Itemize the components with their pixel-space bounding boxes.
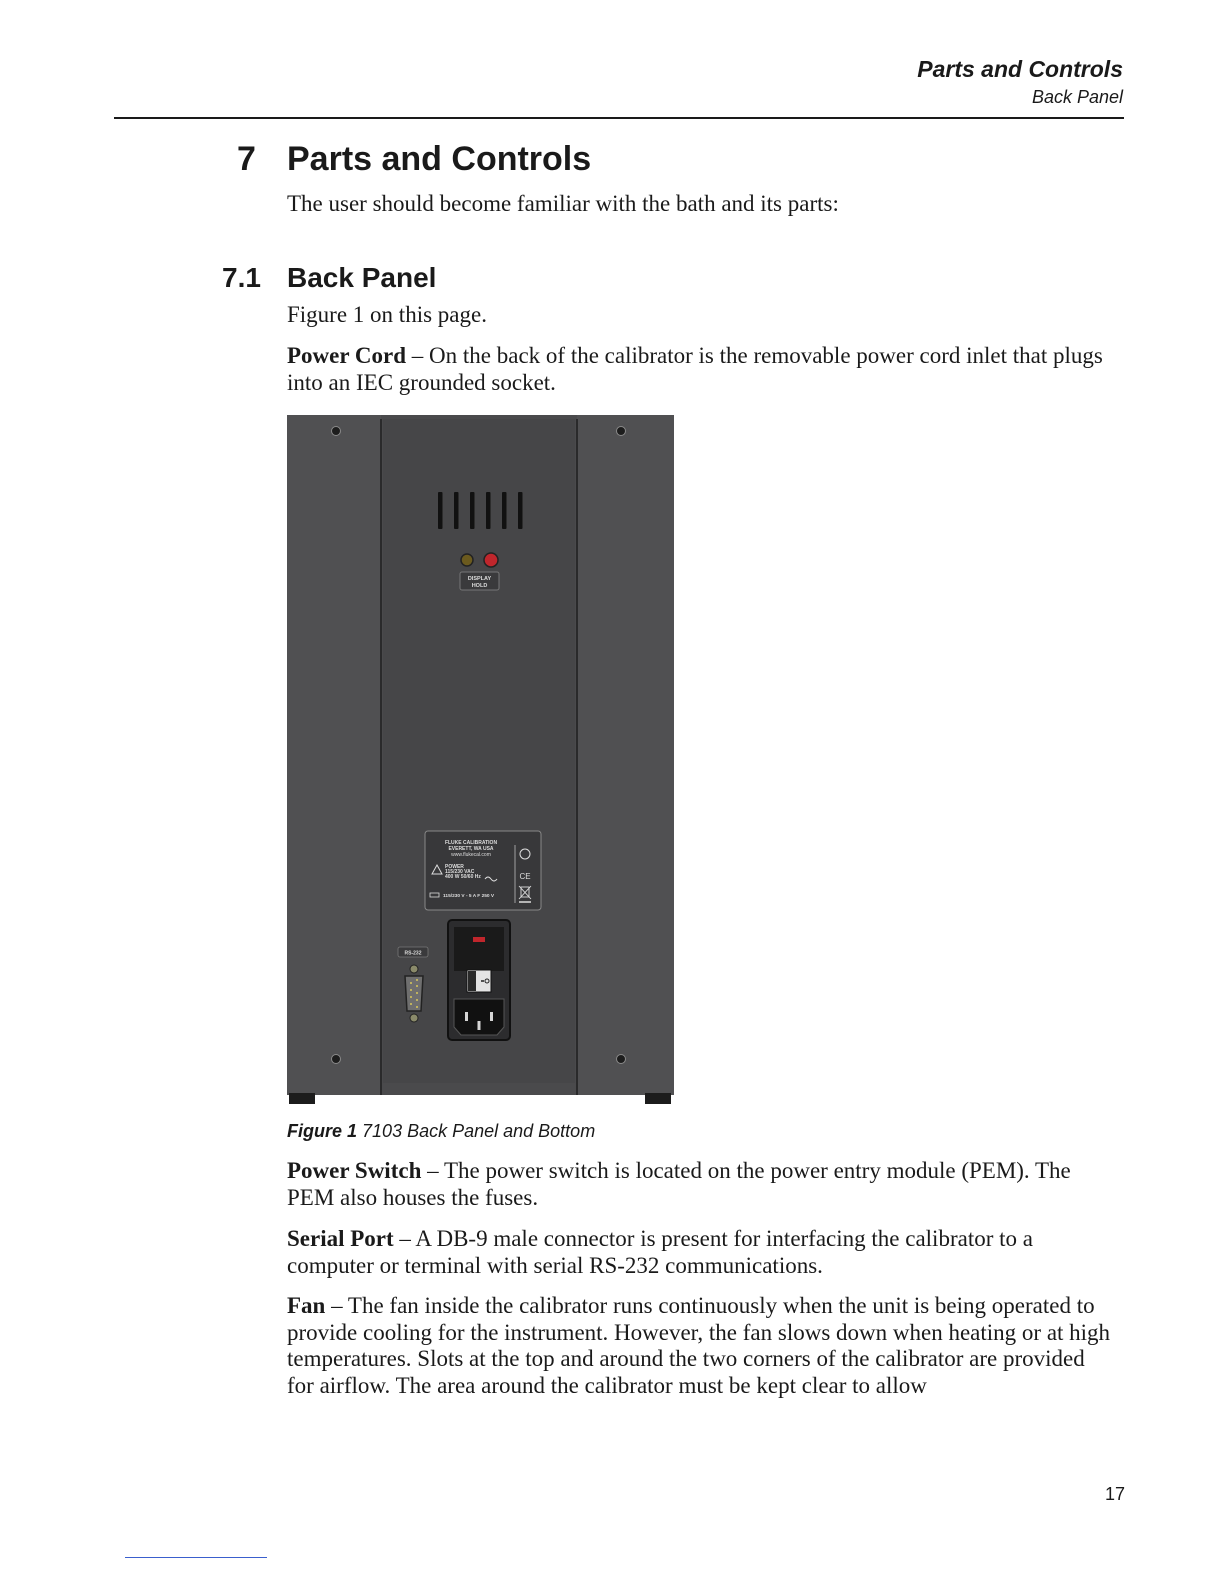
foot-right <box>645 1093 671 1104</box>
description: – The fan inside the calibrator runs continuously when the unit is being operated to provide cooling for the instrument. However, the fan slows down when heating or at high temperatures. Slots at the top and around the two corners of the calibrator are provided for airflow. The area around the calibrator must be kept clear to allow <box>287 1293 1111 1398</box>
figure-label: Figure 1 <box>287 1121 358 1141</box>
term: Serial Port <box>287 1226 394 1251</box>
page-number: 17 <box>1104 1484 1125 1504</box>
serial-screw-top <box>410 965 418 973</box>
figure-back-panel <box>287 413 675 1112</box>
panel-left-rail <box>287 415 381 1095</box>
running-header-section: Back Panel <box>1031 87 1123 107</box>
terminal-red <box>484 553 498 567</box>
display-hold-line1: DISPLAY <box>467 576 492 582</box>
serial-port-paragraph <box>287 1226 1117 1279</box>
term: Power Cord <box>287 343 407 368</box>
figure-caption-text: 7103 Back Panel and Bottom <box>362 1121 596 1141</box>
description: – On the back of the calibrator is the removable power cord inlet that plugs into an IEC grounded socket. <box>287 343 1103 395</box>
foot-left <box>289 1093 315 1104</box>
power-line1: POWER <box>445 864 464 870</box>
figure-caption <box>287 1121 595 1142</box>
rs232-label: RS-232 <box>404 950 422 957</box>
db9-connector <box>405 976 423 1011</box>
terminal-black <box>461 554 473 566</box>
power-line3: 400 W 50/60 Hz <box>445 874 481 880</box>
description: – The power switch is located on the power entry module (PEM). The PEM also houses the fuses. <box>287 1158 1071 1210</box>
power-cord-paragraph <box>287 343 1117 396</box>
label-line2: EVERETT, WA USA <box>448 846 494 852</box>
term: Fan <box>287 1293 326 1318</box>
header-rule <box>114 117 1124 119</box>
serial-screw-bottom <box>410 1014 418 1022</box>
panel-right-rail <box>577 415 674 1095</box>
chapter-title: Parts and Controls <box>287 140 592 178</box>
power-switch-paragraph <box>287 1158 1117 1211</box>
label-line1: FLUKE CALIBRATION <box>444 840 498 846</box>
label-line3: www.flukecal.com <box>451 852 491 858</box>
section-number: 7.1 <box>222 262 261 293</box>
fan-paragraph <box>287 1293 1117 1399</box>
footer-line <box>125 1557 267 1558</box>
figure-reference: Figure 1 on this page. <box>287 302 487 327</box>
chapter-number: 7 <box>237 140 256 178</box>
fuse-rating: 115/230 V - 5 A F 250 V <box>443 894 495 899</box>
back-panel-image <box>287 413 675 1107</box>
display-hold-line2: HOLD <box>471 583 488 589</box>
chapter-intro: The user should become familiar with the bath and its parts: <box>287 191 839 216</box>
ce-mark: CE <box>519 872 531 881</box>
description: – A DB-9 male connector is present for interfacing the calibrator to a computer or terminal with serial RS-232 communications. <box>287 1226 1033 1278</box>
term: Power Switch <box>287 1158 422 1183</box>
power-line2: 115/230 VAC <box>445 869 475 875</box>
section-title: Back Panel <box>287 262 437 293</box>
running-header-chapter: Parts and Controls <box>917 56 1123 82</box>
fuse-drawer-tab <box>473 937 485 942</box>
